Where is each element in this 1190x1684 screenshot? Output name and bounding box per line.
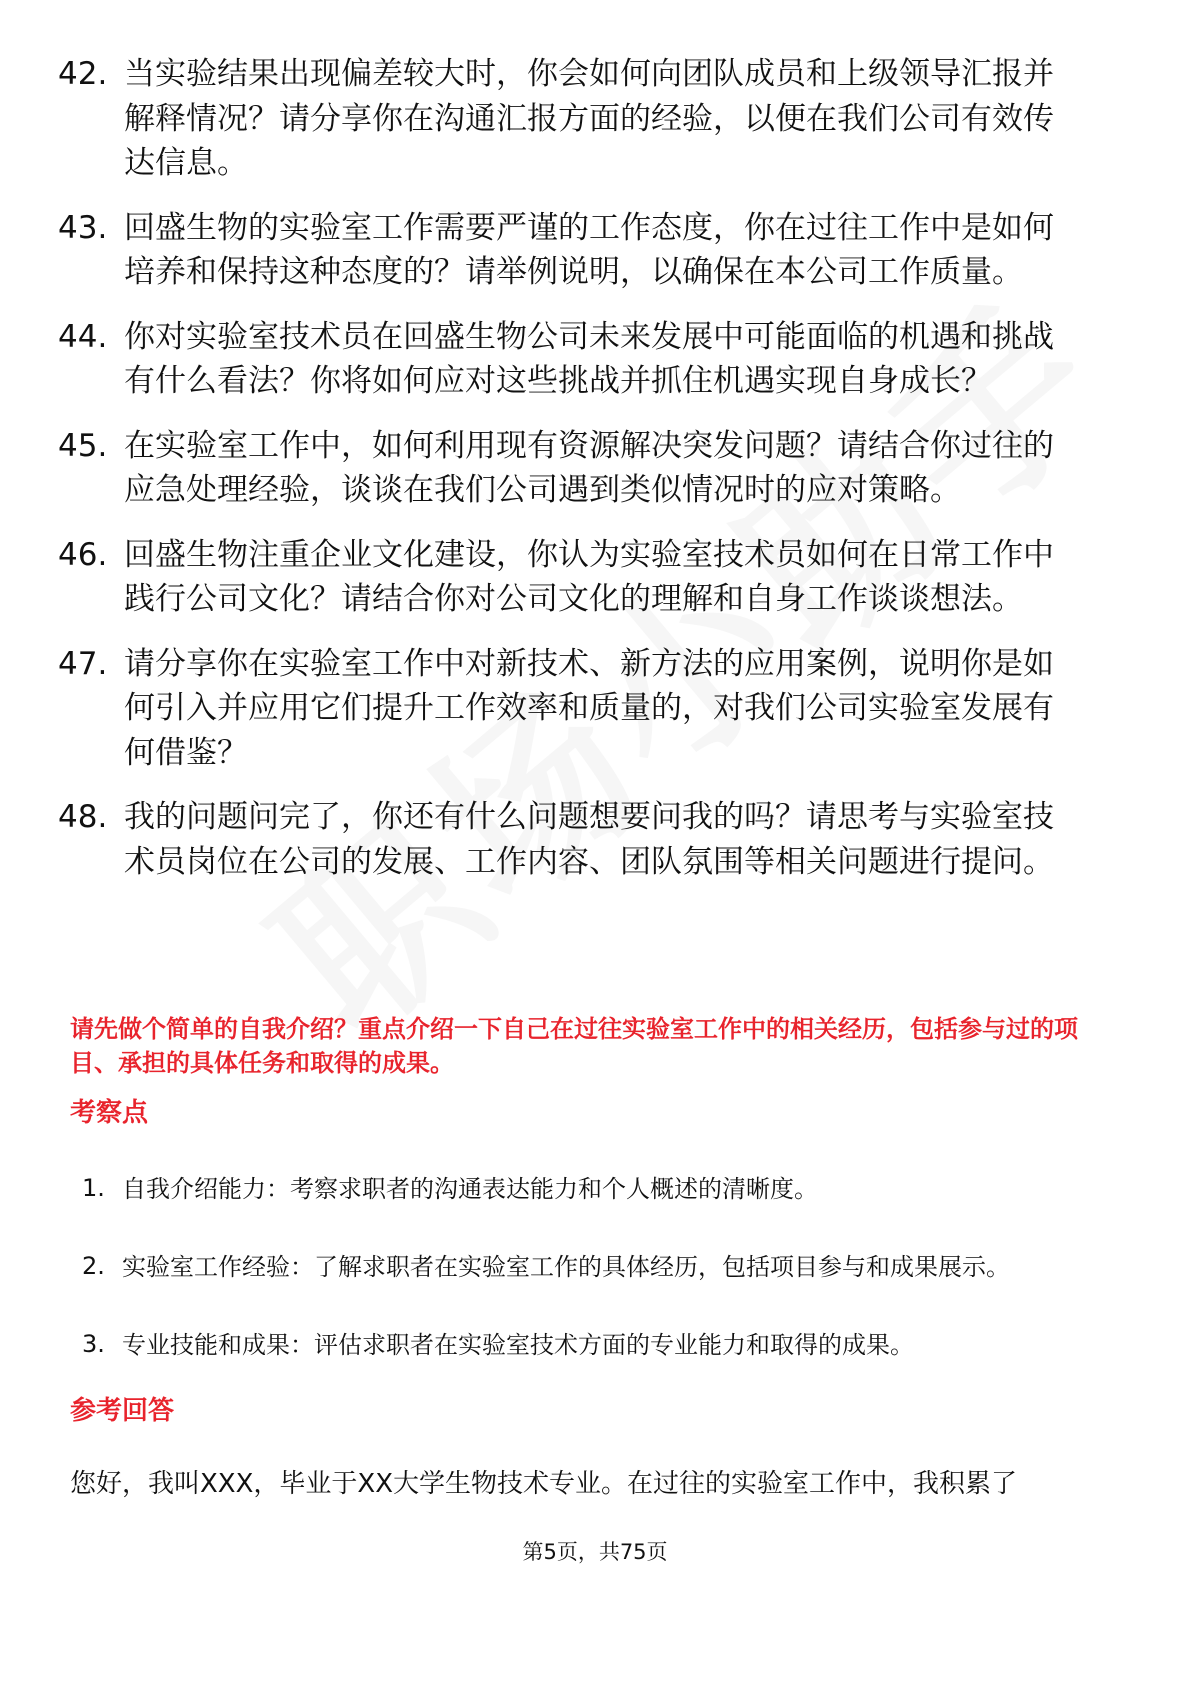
question-text: 请分享你在实验室工作中对新技术、新方法的应用案例，说明你是如何引入并应用它们提升工作效率和质量的，对我们公司实验室发展有何借鉴？ — [124, 645, 1054, 771]
point-text: 自我介绍能力：考察求职者的沟通表达能力和个人概述的清晰度。 — [122, 1175, 818, 1203]
question-item — [58, 52, 1118, 186]
point-text: 实验室工作经验：了解求职者在实验室工作的具体经历，包括项目参与和成果展示。 — [122, 1253, 1010, 1281]
question-item — [58, 642, 1118, 776]
question-text: 回盛生物的实验室工作需要严谨的工作态度，你在过往工作中是如何培养和保持这种态度的？请举例说明，以确保在本公司工作质量。 — [124, 209, 1054, 290]
question-number: 48. — [58, 799, 108, 835]
intro-question: 请先做个简单的自我介绍？重点介绍一下自己在过往实验室工作中的相关经历，包括参与过的项目、承担的具体任务和取得的成果。 — [70, 1015, 1078, 1077]
question-item — [58, 206, 1118, 295]
question-list — [58, 52, 1118, 904]
point-number: 1. — [82, 1174, 105, 1202]
point-text: 专业技能和成果：评估求职者在实验室技术方面的专业能力和取得的成果。 — [122, 1331, 914, 1359]
assessment-point — [82, 1240, 1122, 1294]
question-text: 当实验结果出现偏差较大时，你会如何向团队成员和上级领导汇报并解释情况？请分享你在沟通汇报方面的经验，以便在我们公司有效传达信息。 — [124, 56, 1054, 181]
question-item — [58, 533, 1118, 622]
question-number: 44. — [58, 318, 108, 355]
assessment-heading: 考察点 — [70, 1098, 149, 1128]
question-item — [58, 315, 1118, 404]
reference-answer-text: 您好，我叫XXX，毕业于XX大学生物技术专业。在过往的实验室工作中，我积累了 — [70, 1469, 1018, 1499]
question-item — [58, 424, 1118, 513]
point-number: 2. — [82, 1252, 105, 1280]
question-text: 我的问题问完了，你还有什么问题想要问我的吗？请思考与实验室技术员岗位在公司的发展、工作内容、团队氛围等相关问题进行提问。 — [124, 799, 1054, 880]
assessment-point — [82, 1162, 1122, 1216]
question-text: 回盛生物注重企业文化建设，你认为实验室技术员如何在日常工作中践行公司文化？请结合你对公司文化的理解和自身工作谈谈想法。 — [124, 536, 1054, 617]
point-number: 3. — [82, 1330, 105, 1358]
reference-answer-heading: 参考回答 — [70, 1396, 175, 1426]
question-text: 在实验室工作中，如何利用现有资源解决突发问题？请结合你过往的应急处理经验，谈谈在我们公司遇到类似情况时的应对策略。 — [124, 427, 1054, 508]
assessment-point — [82, 1318, 1122, 1372]
assessment-point-list — [82, 1162, 1122, 1396]
question-number: 46. — [58, 536, 108, 573]
question-item — [58, 795, 1118, 884]
question-number: 42. — [58, 56, 108, 92]
page-number: 第5页，共75页 — [522, 1540, 668, 1564]
question-number: 45. — [58, 427, 108, 464]
question-number: 43. — [58, 209, 108, 246]
question-number: 47. — [58, 645, 108, 682]
question-text: 你对实验室技术员在回盛生物公司未来发展中可能面临的机遇和挑战有什么看法？你将如何应对这些挑战并抓住机遇实现自身成长？ — [124, 318, 1054, 399]
